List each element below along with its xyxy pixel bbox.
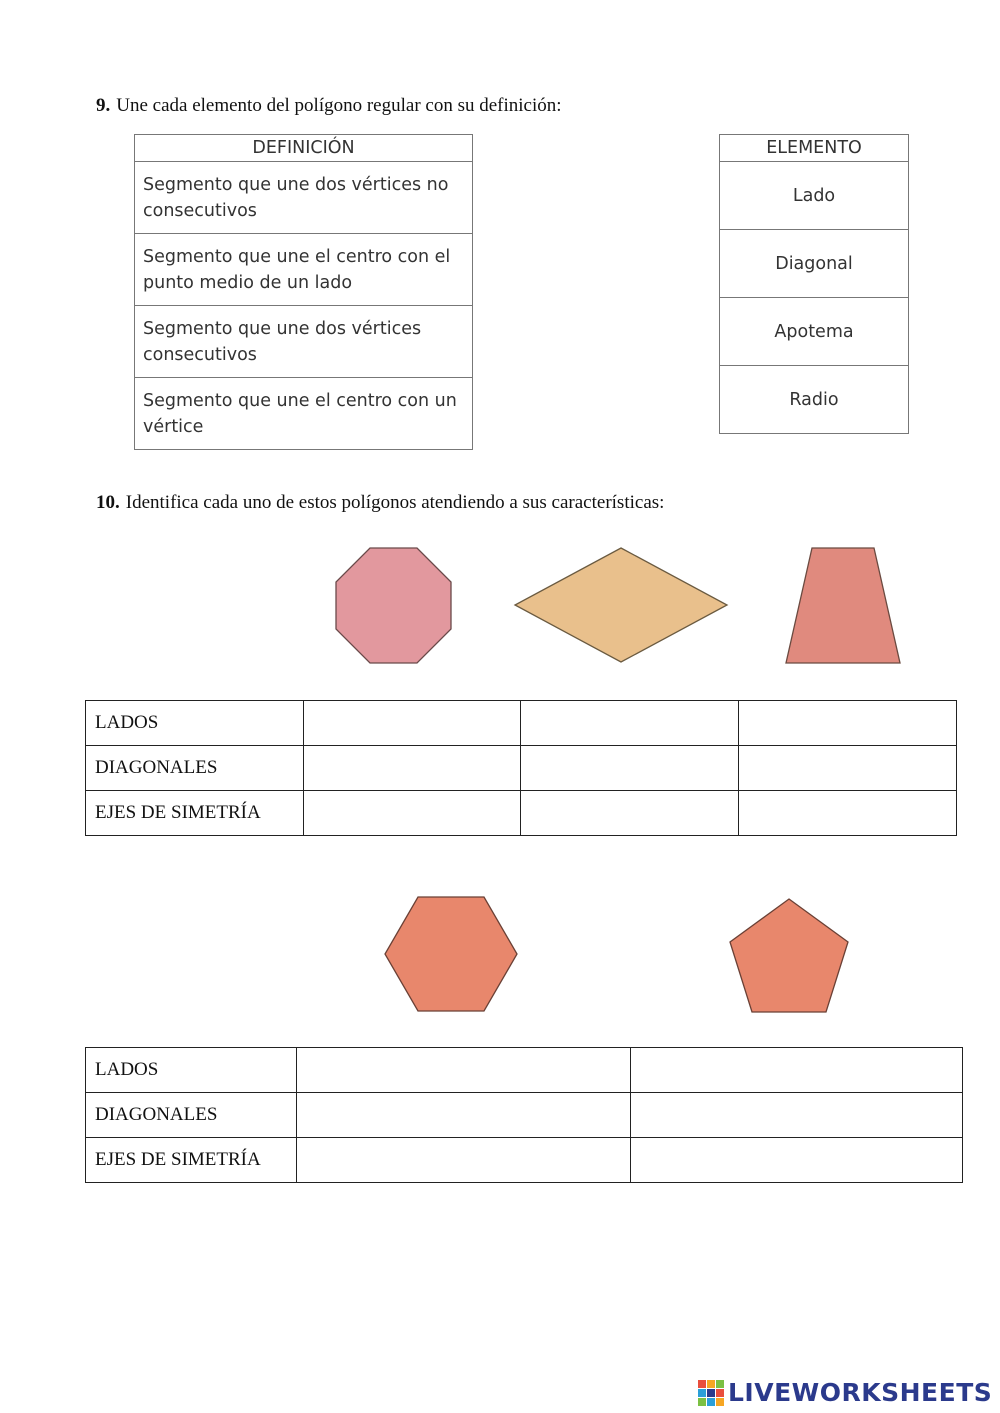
- answer-cell[interactable]: [304, 791, 521, 836]
- answer-cell[interactable]: [297, 1048, 631, 1093]
- definition-item[interactable]: Segmento que une el centro con el punto medio de un lado: [135, 234, 473, 306]
- question-10-text: Identifica cada uno de estos polígonos atendiendo a sus características:: [125, 492, 665, 513]
- pentagon-shape: [730, 899, 848, 1012]
- definition-item[interactable]: Segmento que une dos vértices consecutivos: [135, 306, 473, 378]
- table-row: [86, 1048, 963, 1093]
- element-item-apotema[interactable]: Apotema: [720, 298, 909, 366]
- answer-cell[interactable]: [297, 1138, 631, 1183]
- element-item-lado[interactable]: Lado: [720, 162, 909, 230]
- hexagon-shape: [385, 897, 517, 1011]
- liveworksheets-logo-icon: [698, 1380, 724, 1406]
- answer-cell[interactable]: [297, 1093, 631, 1138]
- row-label: EJES DE SIMETRÍA: [86, 1138, 297, 1183]
- brand-name: LIVEWORKSHEETS: [728, 1378, 993, 1407]
- answer-cell[interactable]: [521, 791, 739, 836]
- element-item-radio[interactable]: Radio: [720, 366, 909, 434]
- octagon-shape: [336, 548, 451, 663]
- answer-cell[interactable]: [739, 791, 957, 836]
- row-label: DIAGONALES: [86, 1093, 297, 1138]
- definition-item[interactable]: Segmento que une dos vértices no consecutivos: [135, 162, 473, 234]
- answer-table-2: [85, 1047, 963, 1183]
- question-10-number: 10.: [96, 492, 120, 513]
- definition-header: DEFINICIÓN: [135, 135, 473, 162]
- element-item-diagonal[interactable]: Diagonal: [720, 230, 909, 298]
- row-label: LADOS: [86, 1048, 297, 1093]
- question-9-number: 9.: [96, 95, 111, 116]
- row-label: EJES DE SIMETRÍA: [86, 791, 304, 836]
- answer-cell[interactable]: [631, 1093, 963, 1138]
- answer-cell[interactable]: [521, 746, 739, 791]
- row-label: LADOS: [86, 701, 304, 746]
- question-9-text: Une cada elemento del polígono regular con su definición:: [116, 95, 562, 116]
- answer-cell[interactable]: [521, 701, 739, 746]
- answer-cell[interactable]: [304, 701, 521, 746]
- question-10: [96, 492, 664, 514]
- answer-cell[interactable]: [739, 701, 957, 746]
- answer-cell[interactable]: [631, 1138, 963, 1183]
- answer-table-1: [85, 700, 957, 836]
- row-label: DIAGONALES: [86, 746, 304, 791]
- table-row: [86, 791, 957, 836]
- table-row: [86, 746, 957, 791]
- table-row: [86, 1093, 963, 1138]
- element-header: ELEMENTO: [720, 135, 909, 162]
- rhombus-shape: [515, 548, 727, 662]
- definition-item[interactable]: Segmento que une el centro con un vértice: [135, 378, 473, 450]
- element-table: [719, 134, 909, 434]
- trapezoid-shape: [786, 548, 900, 663]
- answer-cell[interactable]: [631, 1048, 963, 1093]
- liveworksheets-brand: [698, 1378, 992, 1407]
- answer-cell[interactable]: [739, 746, 957, 791]
- table-row: [86, 701, 957, 746]
- definition-table: [134, 134, 473, 450]
- question-9: [96, 95, 562, 117]
- table-row: [86, 1138, 963, 1183]
- answer-cell[interactable]: [304, 746, 521, 791]
